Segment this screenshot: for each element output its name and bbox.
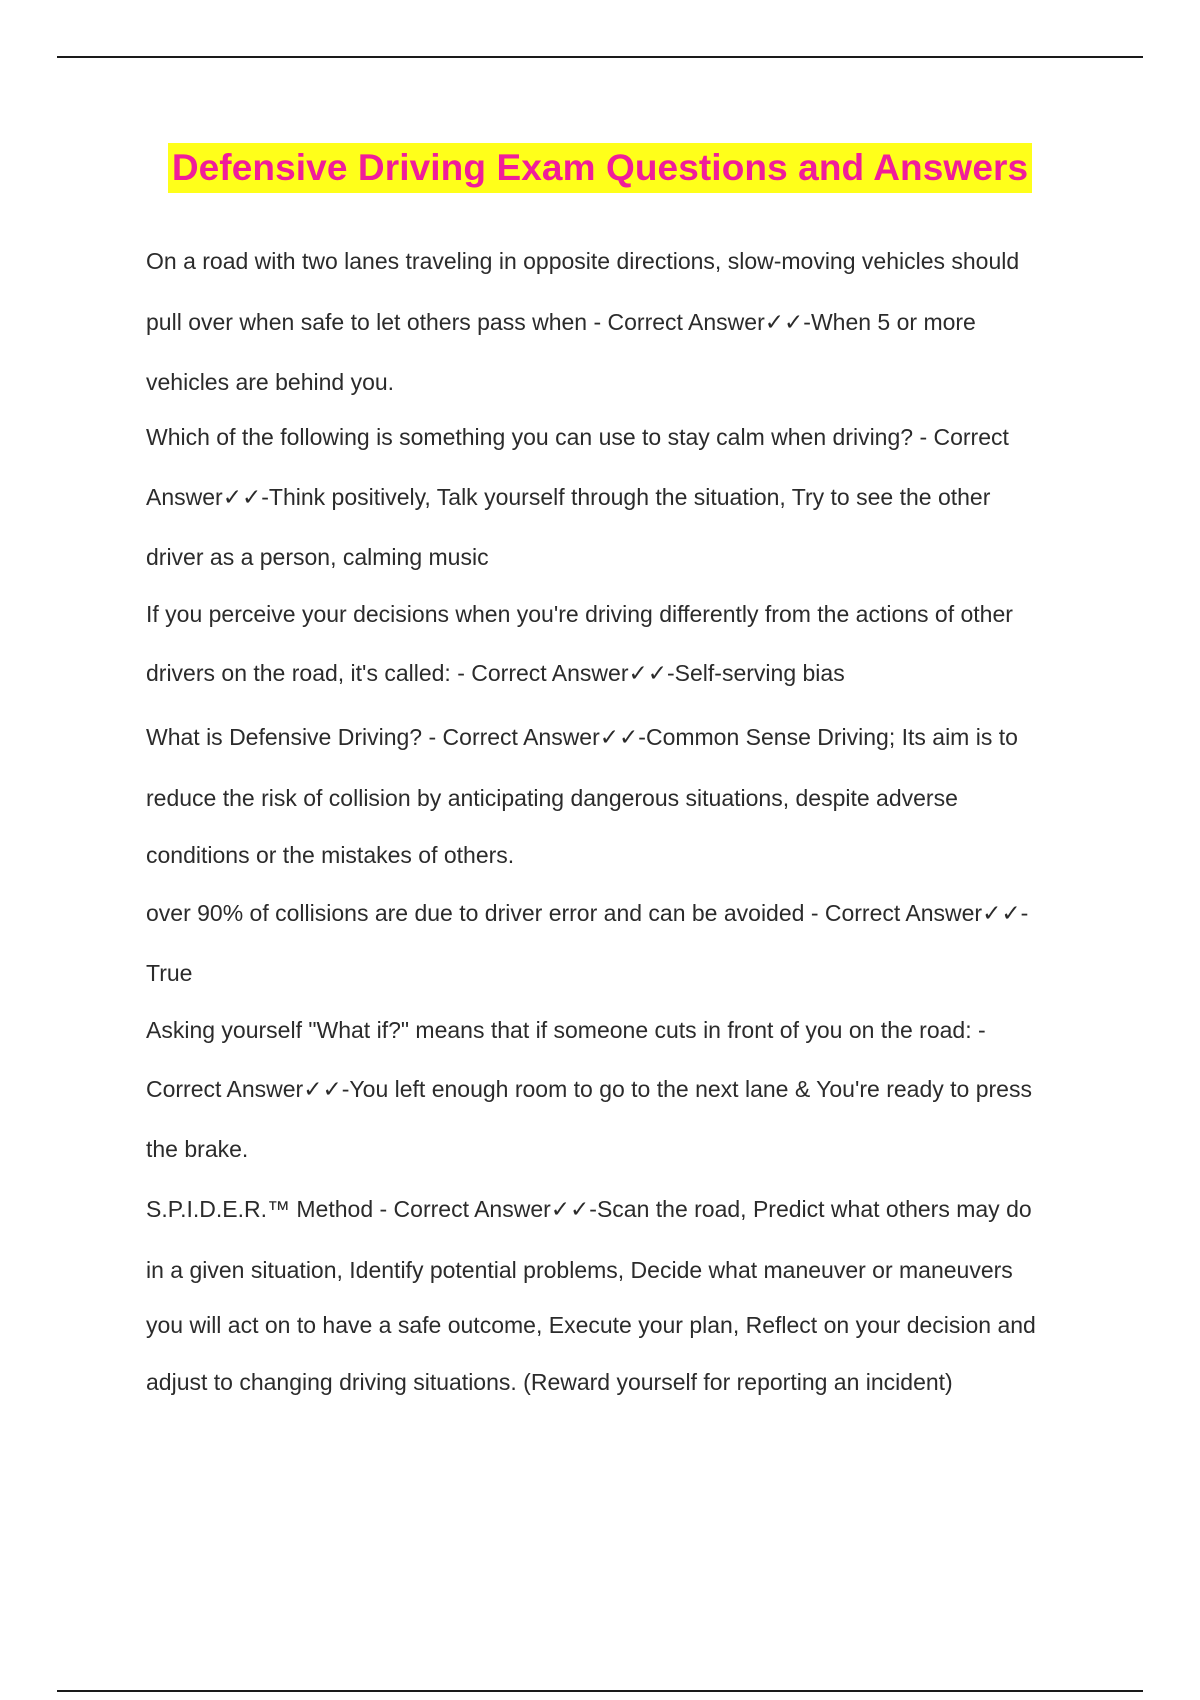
text-line: Asking yourself "What if?" means that if someone cuts in front of you on the road: - [146,1017,986,1043]
document-title: Defensive Driving Exam Questions and Answers [168,143,1032,193]
bottom-rule [57,1690,1143,1692]
text-line: S.P.I.D.E.R.™ Method - Correct Answer✓✓-Scan the road, Predict what others may do [146,1196,1032,1222]
text-line: vehicles are behind you. [146,369,395,395]
text-line: over 90% of collisions are due to driver error and can be avoided - Correct Answer✓✓- [146,900,1029,926]
text-line: drivers on the road, it's called: - Correct Answer✓✓-Self-serving bias [146,660,845,686]
text-line: adjust to changing driving situations. (Reward yourself for reporting an incident) [146,1369,953,1395]
text-line: the brake. [146,1136,249,1162]
text-line: you will act on to have a safe outcome, Execute your plan, Reflect on your decision and [146,1312,1036,1338]
text-line: conditions or the mistakes of others. [146,842,515,868]
text-line: On a road with two lanes traveling in opposite directions, slow-moving vehicles should [146,248,1020,274]
text-line: Answer✓✓-Think positively, Talk yourself through the situation, Try to see the other [146,484,991,510]
text-line: pull over when safe to let others pass when - Correct Answer✓✓-When 5 or more [146,309,976,335]
text-line: What is Defensive Driving? - Correct Answer✓✓-Common Sense Driving; Its aim is to [146,724,1018,750]
text-line: reduce the risk of collision by anticipating dangerous situations, despite adverse [146,785,958,811]
text-line: in a given situation, Identify potential problems, Decide what maneuver or maneuvers [146,1257,1013,1283]
text-line: driver as a person, calming music [146,544,489,570]
text-line: If you perceive your decisions when you're driving differently from the actions of other [146,601,1013,627]
text-line: Which of the following is something you can use to stay calm when driving? - Correct [146,424,1009,450]
text-line: Correct Answer✓✓-You left enough room to go to the next lane & You're ready to press [146,1076,1032,1102]
text-line: True [146,960,193,986]
